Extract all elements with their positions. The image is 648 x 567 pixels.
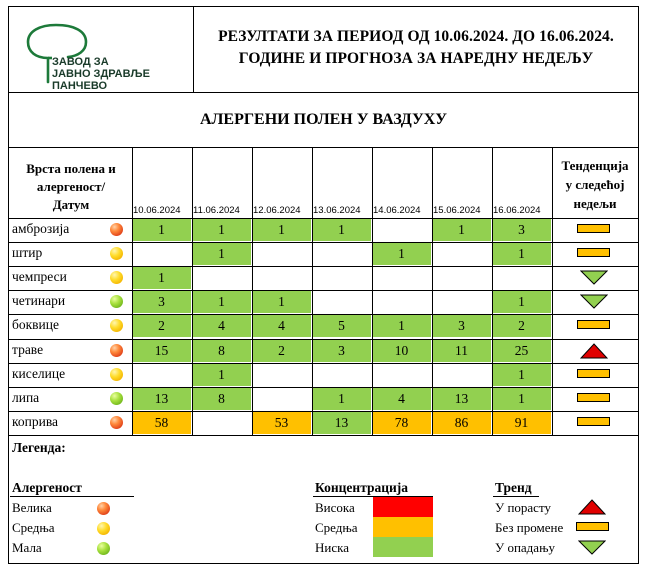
concentration-cell: 3 [132,291,192,313]
grid-line [492,147,493,435]
date-header: 16.06.2024 [493,205,541,216]
concentration-cell [432,291,492,313]
concentration-cell [432,364,492,386]
concentration-cell: 1 [132,219,192,241]
concentration-cell [132,243,192,265]
equal-bar-icon [577,320,610,329]
org-name-line3: ПАНЧЕВО [52,80,108,92]
concentration-cell: 91 [492,412,552,434]
concentration-cell: 3 [492,219,552,241]
pollen-name: чемпреси [12,269,67,285]
concentration-cell: 5 [312,315,372,337]
grid-line [192,147,193,435]
concentration-cell [372,219,432,241]
pollen-name: коприва [12,413,59,429]
concentration-cell: 1 [372,243,432,265]
col-header-species-line2: алергеност/ [36,179,106,194]
concentration-cell [252,267,312,289]
concentration-cell: 1 [192,364,252,386]
concentration-low-swatch [373,537,433,557]
concentration-cell [192,412,252,434]
date-header: 12.06.2024 [253,205,301,216]
grid-line [8,266,639,267]
concentration-medium-swatch [373,517,433,537]
concentration-cell: 11 [432,340,492,362]
org-name-line2: ЈАВНО ЗДРАВЉЕ [52,68,150,80]
concentration-cell [252,388,312,410]
grid-line [8,314,639,315]
equal-bar-icon [577,369,610,378]
date-header: 14.06.2024 [373,205,421,216]
concentration-cell: 1 [372,315,432,337]
concentration-cell: 1 [492,364,552,386]
grid-line [432,147,433,435]
section-separator [8,147,639,148]
col-header-trend-line1: Тенденција [561,158,629,173]
date-header: 11.06.2024 [193,205,240,216]
concentration-cell: 8 [192,340,252,362]
allergenicity-medium-icon [97,522,110,535]
concentration-cell: 1 [312,219,372,241]
equal-bar-icon [577,393,610,402]
allergenicity-green-icon [110,392,123,405]
concentration-cell: 1 [252,219,312,241]
pollen-name: амброзија [12,221,70,236]
concentration-cell [372,291,432,313]
legend-allergenicity-medium: Средња [12,520,55,535]
concentration-cell [312,267,372,289]
grid-line [8,339,639,340]
equal-bar-icon [576,522,609,531]
pollen-name: четинари [12,293,66,309]
legend-concentration-title: Концентрација [315,480,409,495]
pollen-name: липа [12,389,40,405]
col-header-trend [552,156,638,213]
concentration-cell: 1 [492,291,552,313]
grid-line [8,363,639,364]
legend-trend-down: У опадању [495,540,555,555]
triangle-up-icon [580,343,608,364]
allergenicity-low-icon [97,542,110,555]
concentration-cell [432,243,492,265]
allergenicity-red-icon [110,223,123,236]
concentration-cell: 8 [192,388,252,410]
legend-allergenicity-underline [10,496,134,497]
concentration-cell [432,267,492,289]
report-title-line1: РЕЗУЛТАТИ ЗА ПЕРИОД ОД 10.06.2024. ДО 16.06.2024. [218,28,614,45]
report-title-line2: ГОДИНЕ И ПРОГНОЗА ЗА НАРЕДНУ НЕДЕЉУ [238,50,594,67]
grid-line [372,147,373,435]
concentration-cell: 13 [432,388,492,410]
pollen-name: боквице [12,317,59,333]
concentration-cell: 1 [192,219,252,241]
legend-trend-underline [493,496,539,497]
org-name-line1: ЗАВОД ЗА [52,56,109,68]
legend-concentration-medium: Средња [315,520,358,535]
concentration-cell: 1 [132,267,192,289]
triangle-down-icon [580,270,608,290]
concentration-cell: 4 [372,388,432,410]
concentration-cell: 1 [312,388,372,410]
concentration-cell [252,364,312,386]
concentration-cell [192,267,252,289]
legend-allergenicity-low: Мала [12,540,42,555]
col-header-species [10,160,132,214]
concentration-cell: 25 [492,340,552,362]
concentration-cell: 1 [192,243,252,265]
equal-bar-icon [577,417,610,426]
allergenicity-red-icon [110,344,123,357]
header-divider [193,6,194,92]
triangle-down-icon [580,294,608,314]
concentration-cell [312,243,372,265]
triangle-up-icon [578,499,606,520]
section-title: АЛЕРГЕНИ ПОЛЕН У ВАЗДУХУ [199,111,448,128]
concentration-cell: 1 [192,291,252,313]
date-header: 10.06.2024 [133,205,181,216]
concentration-cell [372,267,432,289]
legend-trend-up: У порасту [495,500,551,515]
pollen-name: траве [12,341,44,357]
legend-trend-equal: Без промене [495,520,564,535]
legend-title: Легенда: [12,440,66,455]
pollen-name: штир [12,245,43,261]
concentration-cell: 13 [312,412,372,434]
concentration-cell: 10 [372,340,432,362]
legend-concentration-high: Висока [315,500,355,515]
allergenicity-yellow-icon [110,247,123,260]
concentration-cell: 1 [252,291,312,313]
concentration-cell [312,291,372,313]
grid-line [252,147,253,435]
concentration-cell: 3 [312,340,372,362]
concentration-high-swatch [373,497,433,517]
concentration-cell: 3 [432,315,492,337]
legend-concentration-low: Ниска [315,540,350,555]
concentration-cell: 2 [252,340,312,362]
concentration-cell: 15 [132,340,192,362]
grid-line [312,147,313,435]
grid-line [8,218,639,219]
col-header-trend-line3: недељи [573,196,617,211]
date-header: 13.06.2024 [313,205,361,216]
concentration-cell: 58 [132,412,192,434]
concentration-cell [492,267,552,289]
grid-line [8,242,639,243]
concentration-cell: 1 [432,219,492,241]
equal-bar-icon [577,248,610,257]
grid-line [8,411,639,412]
equal-bar-icon [577,224,610,233]
legend-allergenicity-high: Велика [12,500,52,515]
allergenicity-red-icon [110,416,123,429]
allergenicity-yellow-icon [110,368,123,381]
concentration-cell: 1 [492,243,552,265]
grid-line [8,387,639,388]
pollen-name: киселице [12,365,66,381]
legend-trend-title: Тренд [495,480,532,495]
concentration-cell: 13 [132,388,192,410]
concentration-cell: 2 [492,315,552,337]
concentration-cell: 4 [252,315,312,337]
concentration-cell [252,243,312,265]
grid-line [552,147,553,435]
header-separator [8,92,639,93]
date-header: 15.06.2024 [433,205,481,216]
concentration-cell [132,364,192,386]
concentration-cell: 2 [132,315,192,337]
concentration-cell: 4 [192,315,252,337]
col-header-species-line3: Датум [52,197,90,212]
concentration-cell [372,364,432,386]
allergenicity-high-icon [97,502,110,515]
col-header-trend-line2: у следећој [565,177,625,192]
grid-line [132,147,133,435]
concentration-cell: 53 [252,412,312,434]
triangle-down-icon [578,540,606,560]
concentration-cell: 86 [432,412,492,434]
grid-line [8,290,639,291]
concentration-cell [312,364,372,386]
legend-allergenicity-title: Алергеност [12,480,82,495]
concentration-cell: 78 [372,412,432,434]
concentration-cell: 1 [492,388,552,410]
grid-line [8,435,639,436]
col-header-species-line1: Врста полена и [26,161,116,176]
